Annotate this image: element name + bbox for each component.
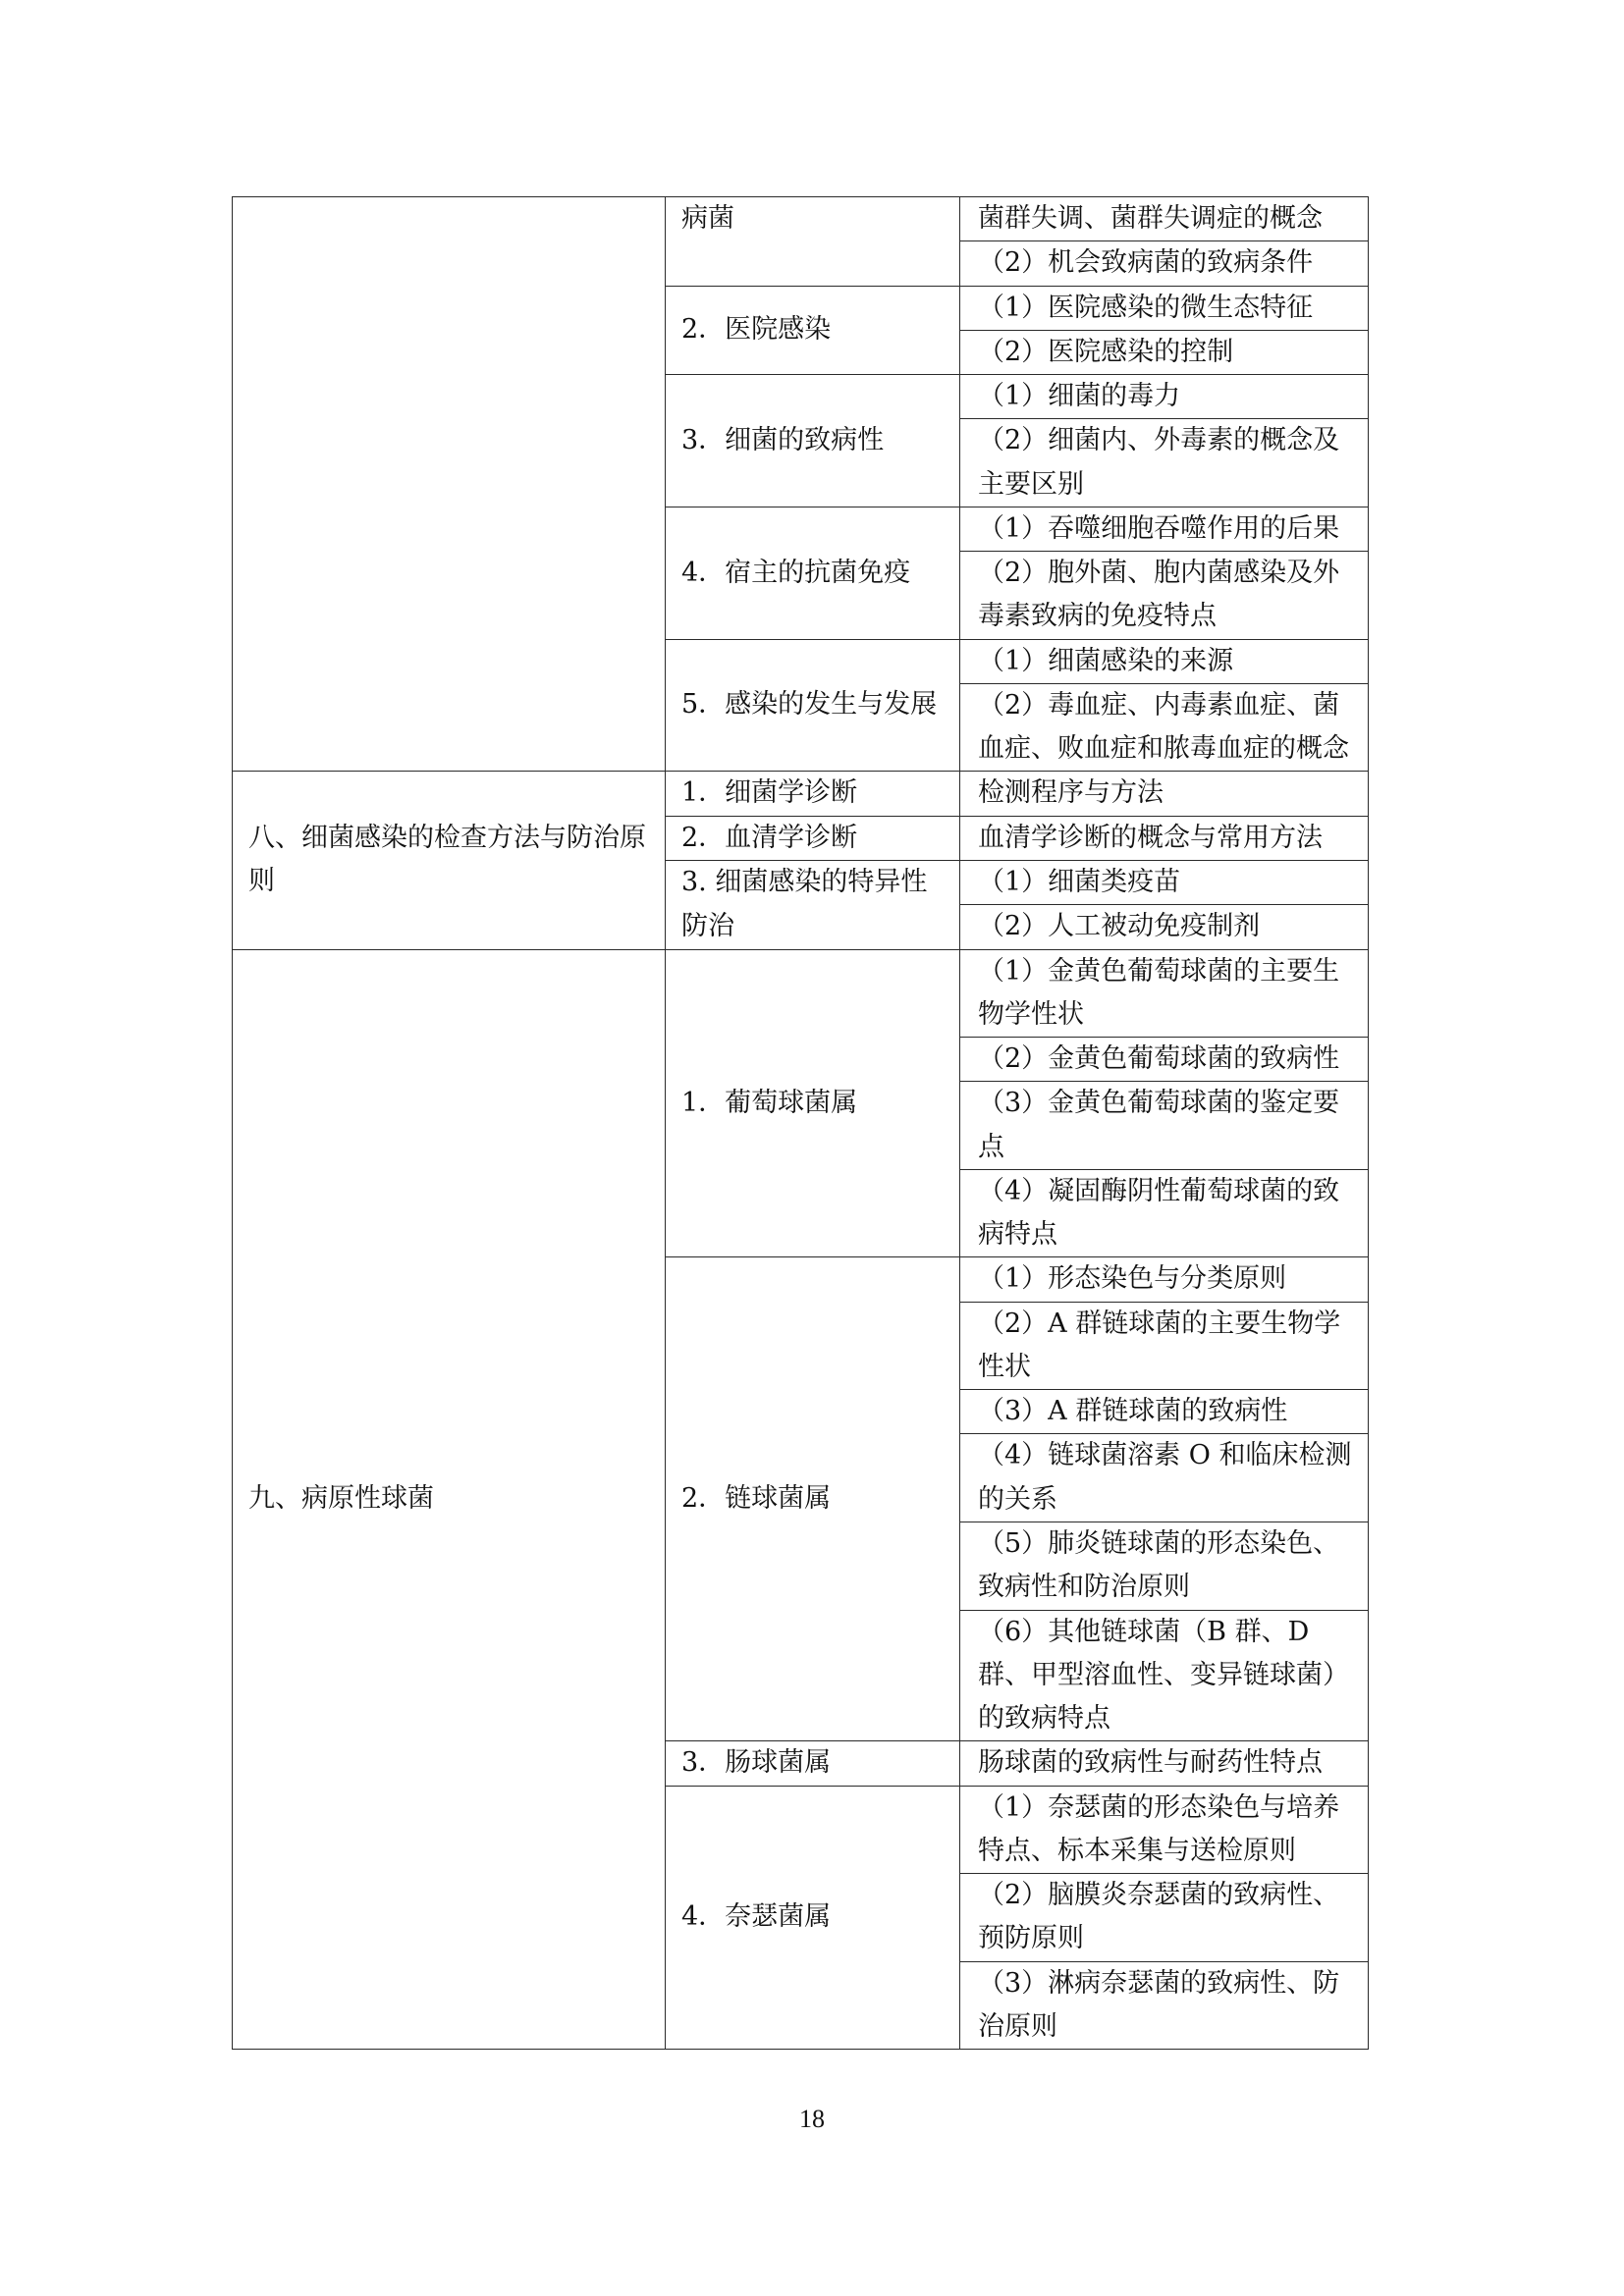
- point-cell: （2）A 群链球菌的主要生物学性状: [960, 1302, 1369, 1390]
- point-cell: 血清学诊断的概念与常用方法: [960, 816, 1369, 860]
- topic-cell: 4．奈瑟菌属: [666, 1786, 960, 2050]
- table-row: [233, 772, 1369, 816]
- section-title-cell: 九、病原性球菌: [233, 949, 666, 2050]
- point-cell: （1）吞噬细胞吞噬作用的后果: [960, 507, 1369, 551]
- point-cell: （5）肺炎链球菌的形态染色、致病性和防治原则: [960, 1522, 1369, 1610]
- topic-cell: 病菌: [666, 197, 960, 287]
- point-cell: （1）细菌的毒力: [960, 375, 1369, 419]
- point-cell: （2）机会致病菌的致病条件: [960, 241, 1369, 286]
- point-cell: 菌群失调、菌群失调症的概念: [960, 197, 1369, 241]
- topic-cell: 3. 细菌感染的特异性防治: [666, 860, 960, 949]
- point-cell: （1）细菌类疫苗: [960, 860, 1369, 904]
- topic-cell: 5．感染的发生与发展: [666, 639, 960, 772]
- point-cell: （2）胞外菌、胞内菌感染及外毒素致病的免疫特点: [960, 552, 1369, 640]
- section-title-cell: [233, 197, 666, 772]
- point-cell: （1）形态染色与分类原则: [960, 1257, 1369, 1302]
- point-cell: （1）细菌感染的来源: [960, 639, 1369, 683]
- point-cell: 检测程序与方法: [960, 772, 1369, 816]
- table-row: [233, 197, 1369, 241]
- topic-cell: 1．细菌学诊断: [666, 772, 960, 816]
- topic-cell: 4．宿主的抗菌免疫: [666, 507, 960, 639]
- syllabus-table: [232, 196, 1369, 2050]
- topic-cell: 2．血清学诊断: [666, 816, 960, 860]
- point-cell: （2）医院感染的控制: [960, 330, 1369, 374]
- section-title-cell: 八、细菌感染的检查方法与防治原则: [233, 772, 666, 949]
- point-cell: （4）凝固酶阴性葡萄球菌的致病特点: [960, 1169, 1369, 1257]
- point-cell: （3）A 群链球菌的致病性: [960, 1390, 1369, 1434]
- point-cell: 肠球菌的致病性与耐药性特点: [960, 1741, 1369, 1786]
- topic-cell: 2．医院感染: [666, 286, 960, 375]
- point-cell: （2）细菌内、外毒素的概念及主要区别: [960, 419, 1369, 507]
- page-number: 18: [799, 2105, 825, 2133]
- point-cell: （2）脑膜炎奈瑟菌的致病性、预防原则: [960, 1874, 1369, 1962]
- point-cell: （6）其他链球菌（B 群、D 群、甲型溶血性、变异链球菌）的致病特点: [960, 1610, 1369, 1741]
- point-cell: （3）金黄色葡萄球菌的鉴定要点: [960, 1082, 1369, 1170]
- table-row: [233, 949, 1369, 1038]
- topic-cell: 3．细菌的致病性: [666, 375, 960, 507]
- point-cell: （1）奈瑟菌的形态染色与培养特点、标本采集与送检原则: [960, 1786, 1369, 1874]
- point-cell: （2）毒血症、内毒素血症、菌血症、败血症和脓毒血症的概念: [960, 683, 1369, 772]
- topic-cell: 1．葡萄球菌属: [666, 949, 960, 1257]
- point-cell: （4）链球菌溶素 O 和临床检测的关系: [960, 1434, 1369, 1522]
- point-cell: （2）人工被动免疫制剂: [960, 905, 1369, 949]
- point-cell: （1）金黄色葡萄球菌的主要生物学性状: [960, 949, 1369, 1038]
- point-cell: （2）金黄色葡萄球菌的致病性: [960, 1038, 1369, 1082]
- point-cell: （3）淋病奈瑟菌的致病性、防治原则: [960, 1961, 1369, 2050]
- topic-cell: 3．肠球菌属: [666, 1741, 960, 1786]
- point-cell: （1）医院感染的微生态特征: [960, 286, 1369, 330]
- topic-cell: 2．链球菌属: [666, 1257, 960, 1741]
